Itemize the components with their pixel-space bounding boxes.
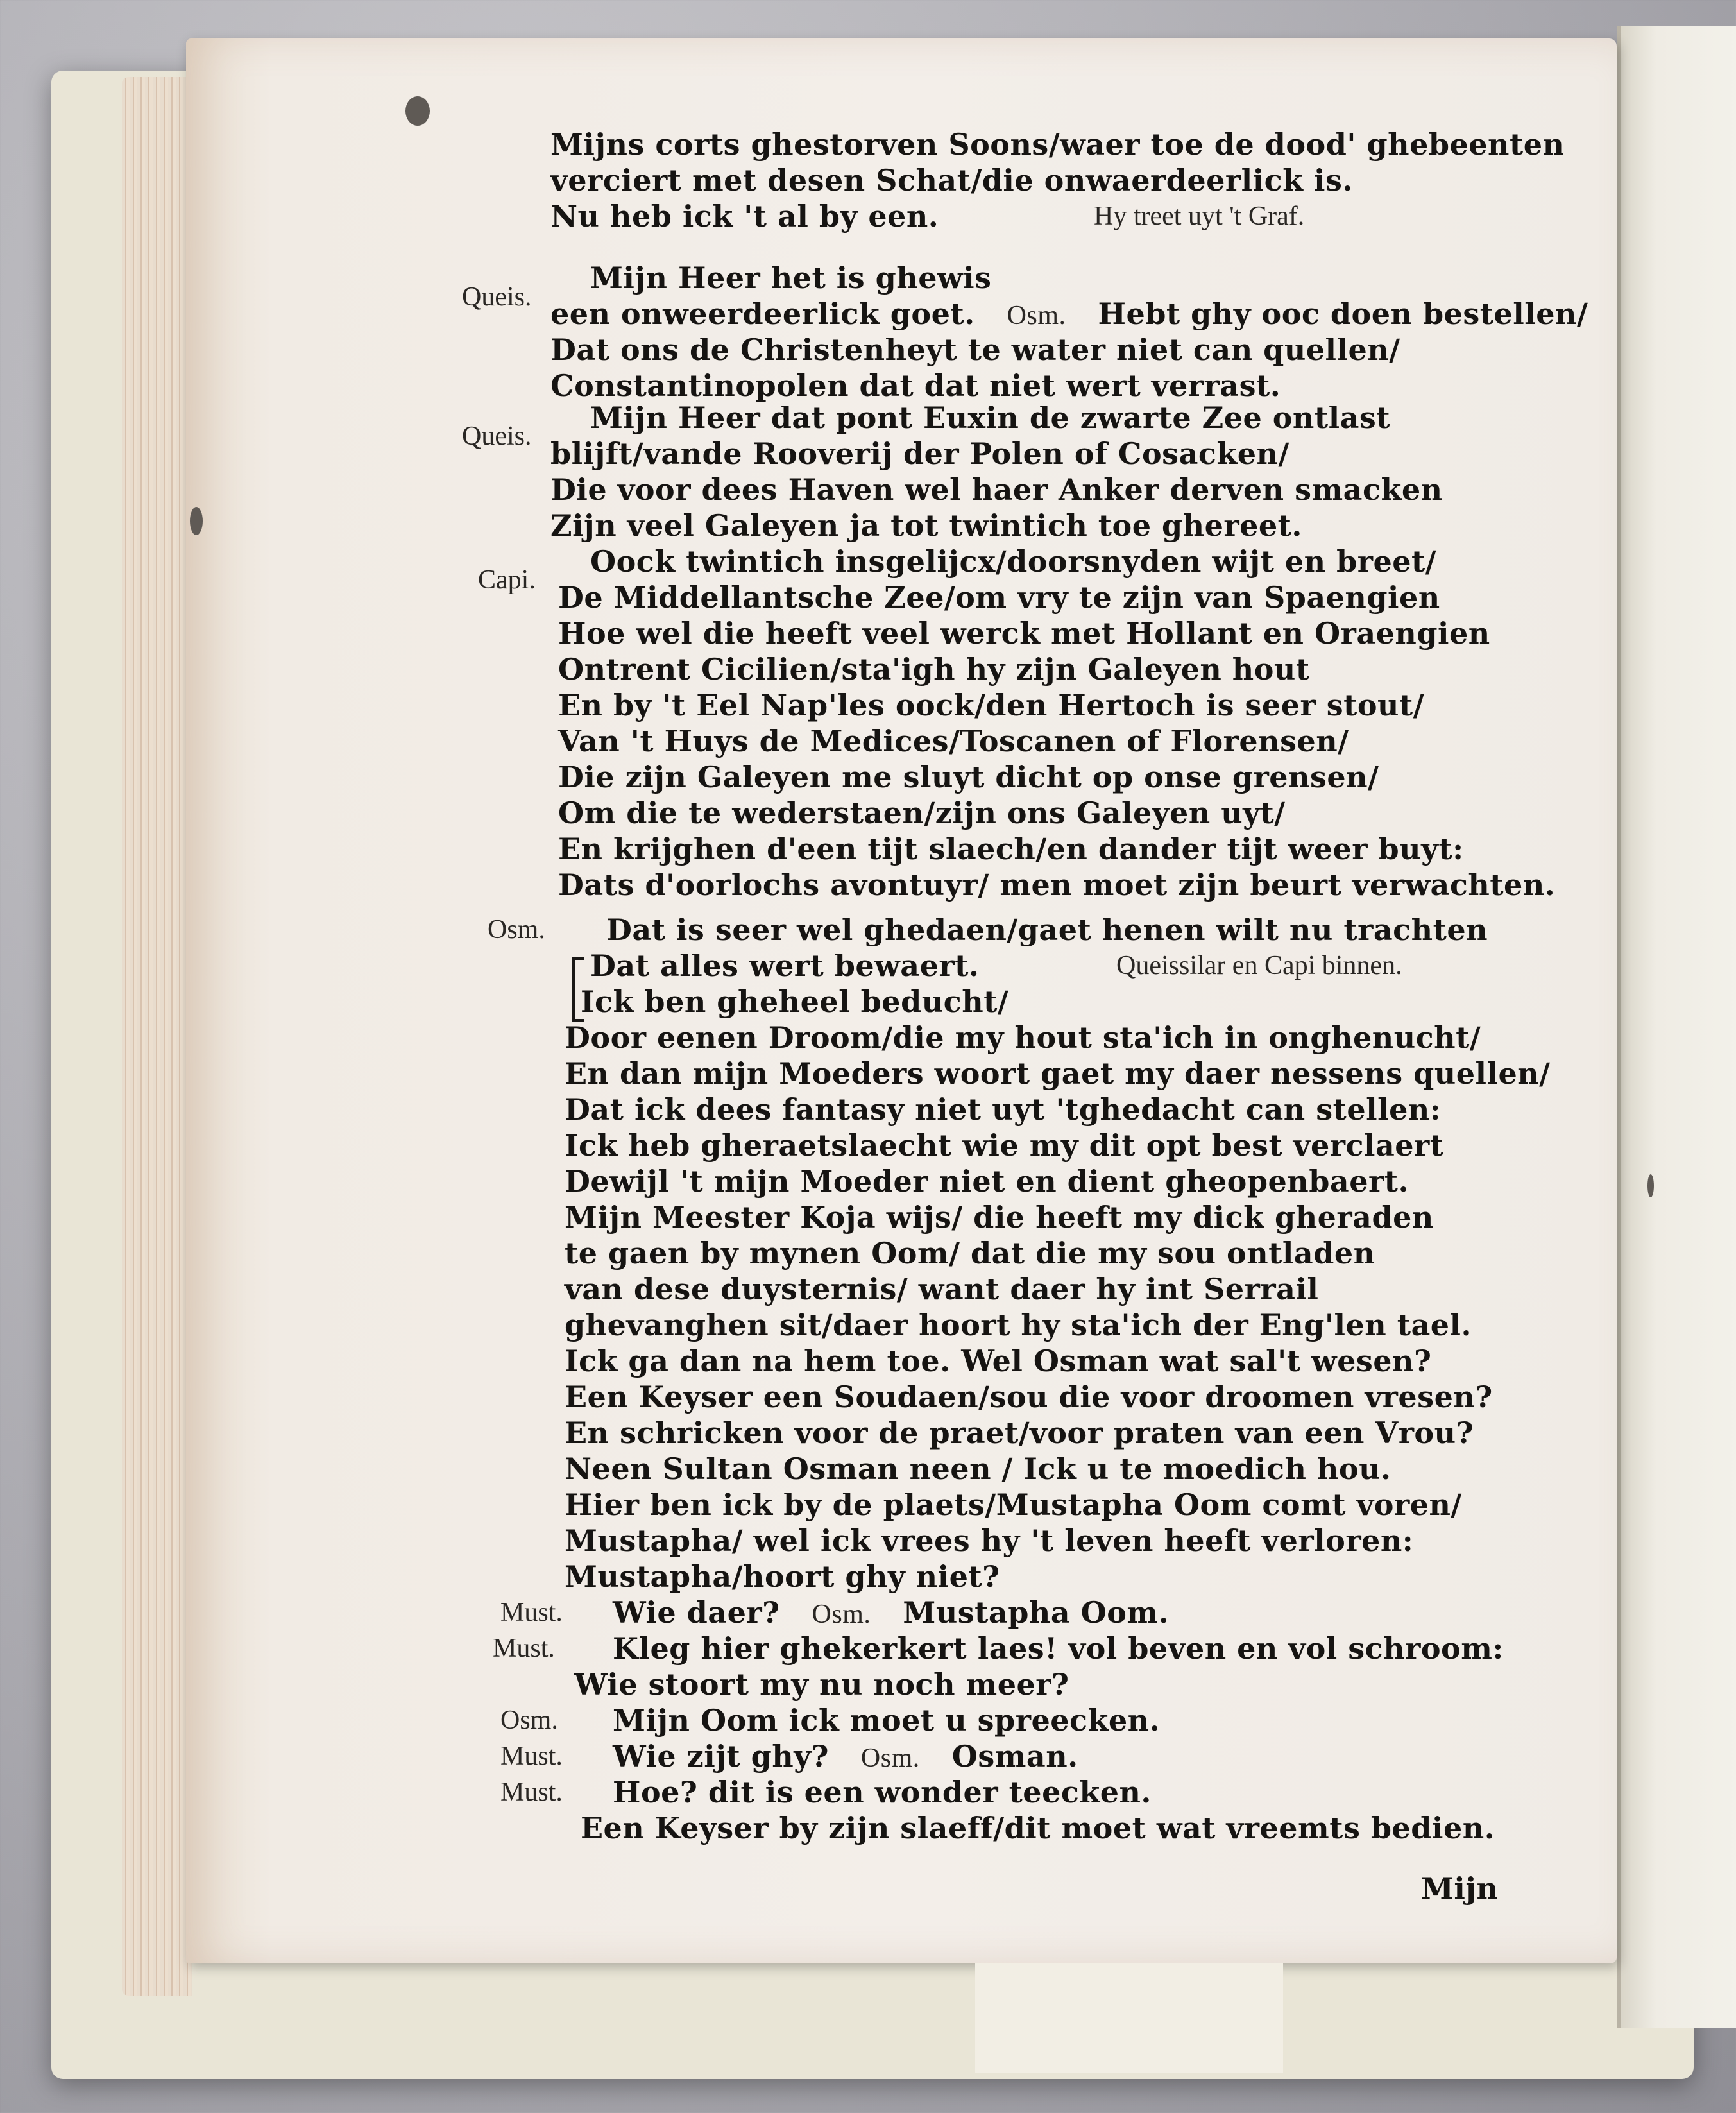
text-line: Dat ons de Christenheyt te water niet can quellen/ — [550, 332, 1400, 367]
text-line: Ick ga dan na hem toe. Wel Osman wat sal't wesen? — [565, 1344, 1432, 1378]
speaker-label: Osm. — [500, 1706, 558, 1735]
text-line: Mustapha/ wel ick vrees hy 't leven heeft verloren: — [565, 1523, 1414, 1558]
speaker-label: Queis. — [462, 422, 532, 451]
text-line: Wie daer? Osm. Mustapha Oom. — [613, 1595, 1170, 1630]
text-line: Mijns corts ghestorven Soons/waer toe de dood' ghebeenten — [550, 127, 1565, 162]
text-line: Een Keyser een Soudaen/sou die voor droomen vresen? — [565, 1380, 1493, 1414]
text-line: Dat alles wert bewaert. — [590, 948, 980, 983]
text-line: Die voor dees Haven wel haer Anker derven smacken — [550, 472, 1443, 507]
text-line: En krijghen d'een tijt slaech/en dander tijt weer buyt: — [558, 832, 1464, 866]
text-line: Constantinopolen dat dat niet wert verrast. — [550, 368, 1281, 403]
text-line: De Middellantsche Zee/om vry te zijn van Spaengien — [558, 580, 1440, 615]
text-line: Ontrent Cicilien/sta'igh hy zijn Galeyen hout — [558, 652, 1310, 687]
speaker-label: Must. — [500, 1741, 563, 1771]
text-line: Ick heb gheraetslaecht wie my dit opt best verclaert — [565, 1128, 1444, 1163]
text-line: En schricken voor de praet/voor praten van een Vrou? — [565, 1416, 1474, 1450]
text-line: Ick ben gheheel beducht/ — [581, 984, 1009, 1019]
text-line: te gaen by mynen Oom/ dat die my sou ontladen — [565, 1236, 1375, 1270]
text-line: Dats d'oorlochs avontuyr/ men moet zijn beurt verwachten. — [558, 868, 1556, 902]
text-line: Neen Sultan Osman neen / Ick u te moedich hou. — [565, 1451, 1391, 1486]
text-line: Van 't Huys de Medices/Toscanen of Florensen/ — [558, 724, 1349, 758]
catchword: Mijn — [1421, 1871, 1499, 1906]
text-line: Die zijn Galeyen me sluyt dicht op onse grensen/ — [558, 760, 1379, 794]
text-line: een onweerdeerlick goet. Osm. Hebt ghy ooc doen bestellen/ — [550, 296, 1588, 331]
text-line: Wie stoort my nu noch meer? — [574, 1667, 1069, 1702]
text-line: Dewijl 't mijn Moeder niet en dient gheopenbaert. — [565, 1164, 1409, 1199]
text-line: Mijn Heer dat pont Euxin de zwarte Zee ontlast — [590, 400, 1391, 435]
text-line: Wie zijt ghy? Osm. Osman. — [613, 1739, 1078, 1774]
text-line: Zijn veel Galeyen ja tot twintich toe ghereet. — [550, 508, 1302, 543]
text-line: ghevanghen sit/daer hoort hy sta'ich der Eng'len tael. — [565, 1308, 1472, 1342]
text-line: Een Keyser by zijn slaeff/dit moet wat vreemts bedien. — [581, 1811, 1495, 1845]
text-line: Mijn Meester Koja wijs/ die heeft my dick gheraden — [565, 1200, 1434, 1235]
speaker-label: Osm. — [860, 1743, 920, 1773]
text-line: En dan mijn Moeders woort gaet my daer nessens quellen/ — [565, 1056, 1551, 1091]
text-line: Hoe wel die heeft veel werck met Hollant en Oraengien — [558, 616, 1490, 651]
text-line: Nu heb ick 't al by een. — [550, 199, 939, 234]
text-line: En by 't Eel Nap'les oock/den Hertoch is seer stout/ — [558, 688, 1425, 723]
speaker-label: Osm. — [488, 915, 545, 945]
text-line: Mijn Oom ick moet u spreecken. — [613, 1703, 1161, 1738]
speaker-label: Queis. — [462, 282, 532, 312]
speaker-label: Must. — [493, 1634, 555, 1663]
speaker-label: Osm. — [812, 1600, 871, 1629]
text-line: Oock twintich insgelijcx/doorsnyden wijt en breet/ — [590, 544, 1437, 579]
stage-direction: Hy treet uyt 't Graf. — [1094, 201, 1305, 231]
text-line: Hoe? dit is een wonder teecken. — [613, 1775, 1152, 1809]
text-line: Door eenen Droom/die my hout sta'ich in onghenucht/ — [565, 1020, 1481, 1055]
text-line: Hier ben ick by de plaets/Mustapha Oom comt voren/ — [565, 1487, 1462, 1522]
text-line: Mustapha/hoort ghy niet? — [565, 1559, 1000, 1594]
speaker-label: Must. — [500, 1598, 563, 1627]
speaker-label: Must. — [500, 1777, 563, 1807]
speaker-label: Capi. — [478, 565, 536, 595]
stage-direction: Queissilar en Capi binnen. — [1116, 951, 1402, 980]
text-line: Dat is seer wel ghedaen/gaet henen wilt nu trachten — [606, 912, 1488, 947]
text-line: Dat ick dees fantasy niet uyt 'tghedacht can stellen: — [565, 1092, 1442, 1127]
speaker-label: Osm. — [1007, 301, 1066, 330]
text-line: van dese duysternis/ want daer hy int Serrail — [565, 1272, 1319, 1306]
text-line: Mijn Heer het is ghewis — [590, 261, 992, 295]
text-line: verciert met desen Schat/die onwaerdeerlick is. — [550, 163, 1353, 198]
text-line: Om die te wederstaen/zijn ons Galeyen uyt/ — [558, 796, 1286, 830]
text-line: blijft/vande Rooverij der Polen of Cosacken/ — [550, 436, 1289, 471]
text-line: Kleg hier ghekerkert laes! vol beven en vol schroom: — [613, 1631, 1504, 1666]
